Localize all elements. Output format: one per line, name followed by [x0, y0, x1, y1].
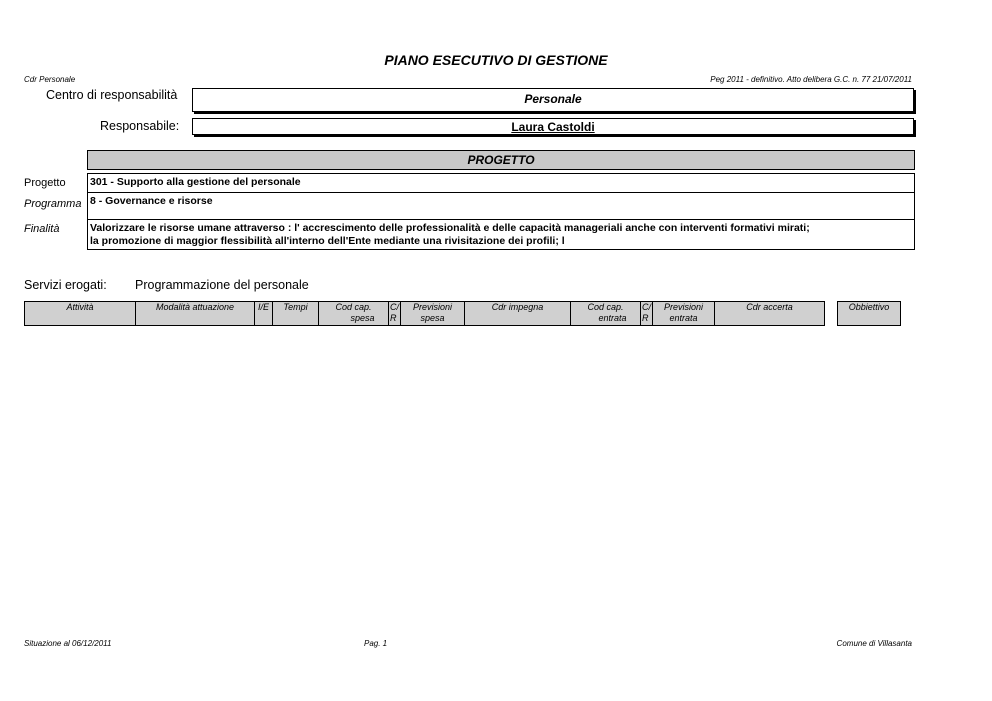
- progetto-header: PROGETTO: [87, 150, 915, 170]
- col-ie: I/E: [255, 302, 273, 326]
- centro-label: Centro di responsabilità: [46, 88, 178, 102]
- finalita-line-2: la promozione di maggior flessibilità all'interno dell'Ente mediante una rivisitazione dei profili; l: [90, 235, 565, 247]
- col-attivita: Attività: [25, 302, 136, 326]
- col-cr-2: C/ R: [641, 302, 653, 326]
- col-cdr-impegna: Cdr impegna: [465, 302, 571, 326]
- col-prev-entrata: Previsioni entrata: [653, 302, 715, 326]
- finalita-line-1: Valorizzare le risorse umane attraverso : l' accrescimento delle professionalità e delle capacità manageriali anche con interventi formativi mirati;: [90, 222, 810, 234]
- finalita-box: [87, 219, 915, 250]
- servizi-label: Servizi erogati:: [24, 278, 107, 292]
- responsabile-value: Laura Castoldi: [511, 120, 595, 134]
- col-cod-entrata: Cod cap. entrata: [571, 302, 641, 326]
- footer-situazione: Situazione al 06/12/2011: [24, 639, 112, 648]
- col-modalita: Modalità attuazione: [136, 302, 255, 326]
- responsabile-label: Responsabile:: [100, 119, 180, 133]
- table-header-row: [25, 302, 901, 326]
- footer-comune: Comune di Villasanta: [836, 639, 912, 648]
- col-tempi: Tempi: [273, 302, 319, 326]
- centro-value: Personale: [192, 88, 914, 112]
- cdr-label: Cdr Personale: [24, 75, 76, 84]
- finalita-label: Finalità: [24, 223, 60, 235]
- col-cdr-accerta: Cdr accerta: [715, 302, 825, 326]
- col-obbiettivo: Obbiettivo: [838, 302, 901, 326]
- col-prev-spesa: Previsioni spesa: [401, 302, 465, 326]
- progetto-value: 301 - Supporto alla gestione del personale: [87, 173, 915, 193]
- footer-page: Pag. 1: [364, 639, 388, 648]
- programma-value: 8 - Governance e risorse: [87, 192, 915, 220]
- col-cr-1: C/ R: [389, 302, 401, 326]
- programma-label: Programma: [24, 198, 82, 210]
- services-table: [24, 301, 901, 326]
- peg-info: Peg 2011 - definitivo. Atto delibera G.C. n. 77 21/07/2011: [710, 75, 912, 84]
- servizi-value: Programmazione del personale: [135, 278, 309, 292]
- page-title: PIANO ESECUTIVO DI GESTIONE: [384, 52, 608, 68]
- progetto-label: Progetto: [24, 177, 66, 189]
- responsabile-box: [192, 118, 914, 135]
- col-cod-spesa: Cod cap. spesa: [319, 302, 389, 326]
- table-gap: [825, 302, 838, 326]
